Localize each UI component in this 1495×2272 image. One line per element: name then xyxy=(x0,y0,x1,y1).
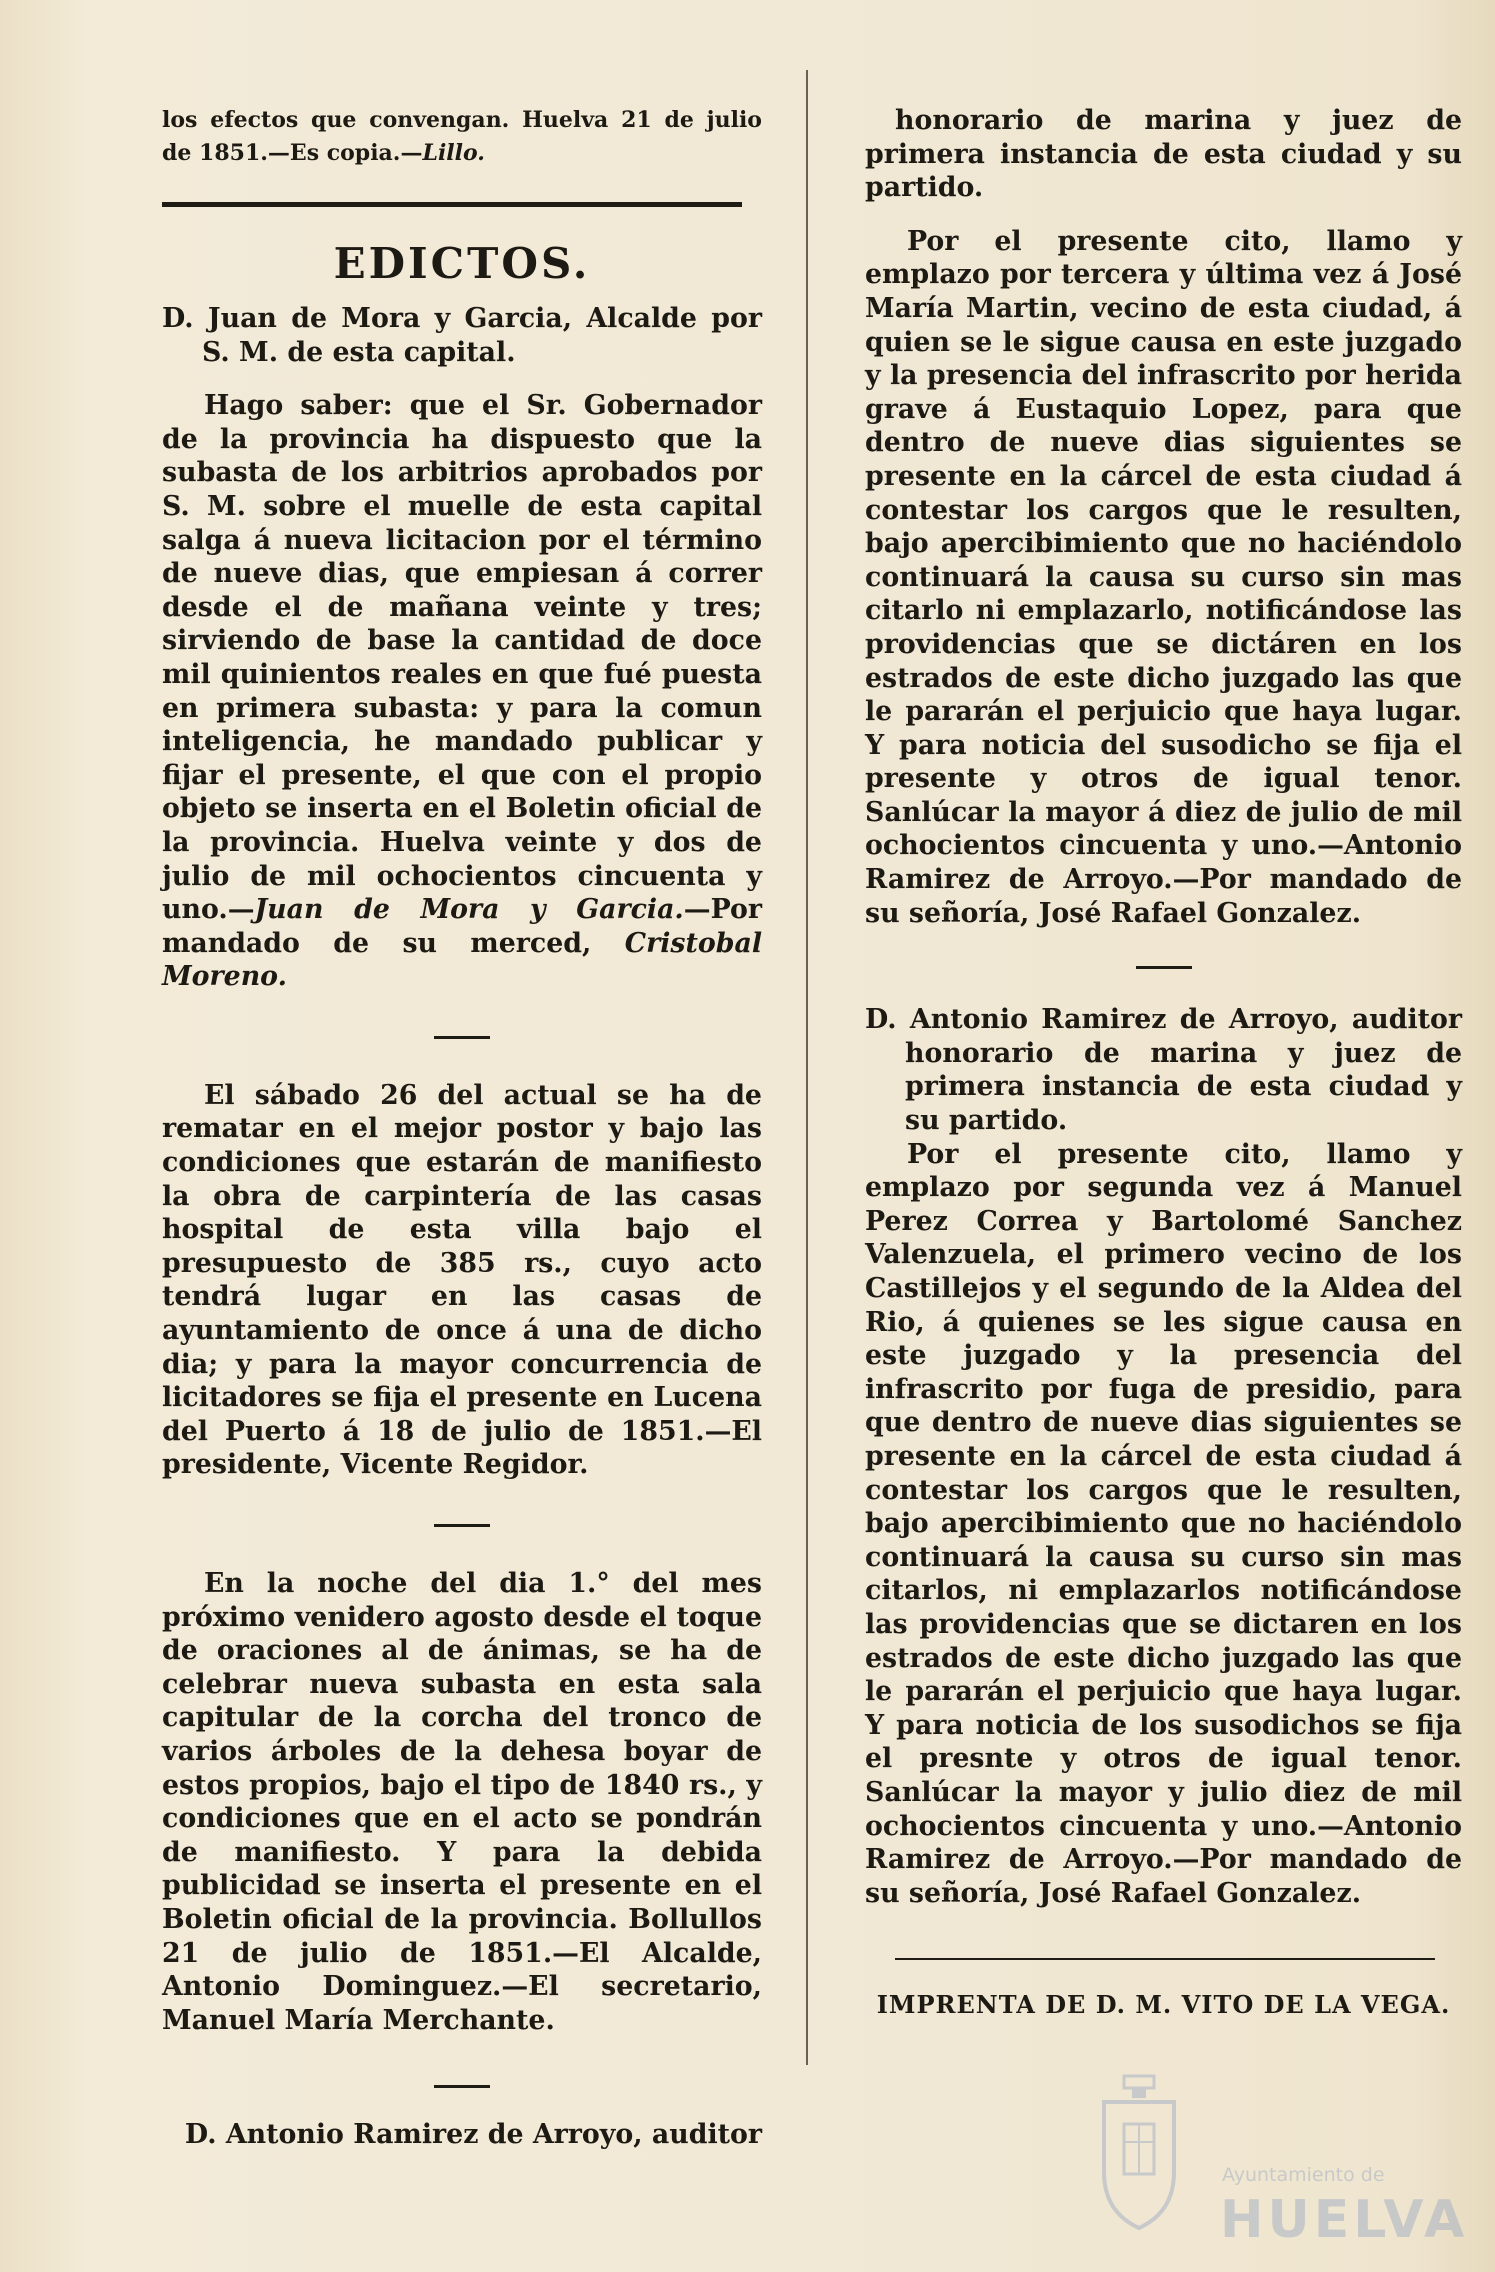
edict1-signature-name: Juan de Mora y Garcia. xyxy=(254,894,684,926)
separator-dash xyxy=(434,1524,490,1527)
separator-dash xyxy=(434,2085,490,2088)
edict1-signature-clerk: Cristobal Moreno. xyxy=(162,927,762,993)
edict1-heading: D. Juan de Mora y Garcia, Alcalde por S. M. de esta capital. xyxy=(162,303,762,368)
edict1-body: Hago saber: que el Sr. Gobernador de la provincia ha dispuesto que la subasta de los arbitrios aprobados por S. M. sobre el muelle de esta capital salga á nueva licitacion por el término de nueve dias, que empiesan á correr desde el de mañana veinte y tres; sirviendo de base la cantidad de doce mil quinientos reales en que fué puesta en primera subasta: y para la comun inteligencia, he mandado publicar y fijar el presente, el que con el propio objeto se inserta en el Boletin oficial de la provincia. Huelva veinte y dos de julio de mil ochocientos cincuenta y uno.—Juan de Mora y Garcia.—Por mandado de su merced, Cristobal Moreno. xyxy=(162,390,762,993)
edict4-body: Por el presente cito, llamo y emplazo por tercera y última vez á José María Martin, vecino de esta ciudad, á quien se le sigue causa en este juzgado y la presencia del infrascrito por herida grave á Eustaquio Lopez, para que dentro de nueve dias siguientes se presente en la cárcel de esta ciudad á contestar los cargos que le resulten, bajo apercibimiento que no haciéndolo continuará la causa su curso sin mas citarlo ni emplazarlo, notificándose las providencias que se dictáren en los estrados de este dicho juzgado las que le pararán el perjuicio que haya lugar. Y para noticia del susodicho se fija el presente y otros de igual tenor. Sanlúcar la mayor á diez de julio de mil ochocientos cincuenta y uno.—Antonio Ramirez de Arroyo.—Por mandado de su señoría, José Rafael Gonzalez. xyxy=(865,225,1462,929)
left-column xyxy=(162,104,762,2152)
edict5-body: Por el presente cito, llamo y emplazo por segunda vez á Manuel Perez Correa y Bartolomé Sanchez Valenzuela, el primero vecino de los Castillejos y el segundo de la Aldea del Rio, á quienes se les sigue causa en este juzgado y la presencia del infrascrito por fuga de presidio, para que dentro de nueve dias siguientes se presente en la cárcel de esta ciudad á contestar los cargos que le resulten, bajo apercibimiento que no haciéndolo continuará la causa su curso sin mas citarlos, ni emplazarlos notificándose las providencias que se dictaren en los estrados de este dicho juzgado las que le pararán el perjuicio que haya lugar. Y para noticia de los susodichos se fija el presnte y otros de igual tenor. Sanlúcar la mayor y julio diez de mil ochocientos cincuenta y uno.—Antonio Ramirez de Arroyo.—Por mandado de su señoría, José Rafael Gonzalez. xyxy=(865,1138,1462,1909)
edict4-continuation: honorario de marina y juez de primera instancia de esta ciudad y su partido. xyxy=(865,105,1462,204)
right-column xyxy=(865,104,1462,2019)
printer-imprint: IMPRENTA DE D. M. VITO DE LA VEGA. xyxy=(876,1990,1451,2020)
footer-rule xyxy=(895,1958,1435,1960)
edict4-start: D. Antonio Ramirez de Arroyo, auditor xyxy=(184,2119,762,2151)
archive-watermark xyxy=(1082,2072,1469,2252)
separator-dash xyxy=(1136,966,1192,969)
column-divider xyxy=(806,70,808,2065)
section-rule xyxy=(162,202,742,207)
intro-paragraph: los efectos que convengan. Huelva 21 de julio de 1851.—Es copia.—Lillo. xyxy=(162,107,762,166)
watermark-line2: HUELVA xyxy=(1220,2190,1469,2250)
edict5-heading: D. Antonio Ramirez de Arroyo, auditor honorario de marina y juez de primera instancia de esta ciudad y su partido. xyxy=(865,1004,1462,1137)
edict2-body: El sábado 26 del actual se ha de rematar en el mejor postor y bajo las condiciones que estarán de manifiesto la obra de carpintería de las casas hospital de esta villa bajo el presupuesto de 385 rs., cuyo acto tendrá lugar en las casas de ayuntamiento de once á una de dicho dia; y para la mayor concurrencia de licitadores se fija el presente en Lucena del Puerto á 18 de julio de 1851.—El presidente, Vicente Regidor. xyxy=(162,1079,762,1481)
crest-icon xyxy=(1094,2072,1184,2232)
watermark-line1: Ayuntamiento de xyxy=(1222,2164,1385,2186)
separator-dash xyxy=(434,1036,490,1039)
section-title: EDICTOS. xyxy=(333,239,591,288)
edict3-body: En la noche del dia 1.° del mes próximo venidero agosto desde el toque de oraciones al de ánimas, se ha de celebrar nueva subasta en esta sala capitular de la corcha del tronco de varios árboles de la dehesa boyar de estos propios, bajo el tipo de 1840 rs., y condiciones que en el acto se pondrán de manifiesto. Y para la debida publicidad se inserta el presente en el Boletin oficial de la provincia. Bollullos 21 de julio de 1851.—El Alcalde, Antonio Dominguez.—El secretario, Manuel María Merchante. xyxy=(162,1568,762,2036)
